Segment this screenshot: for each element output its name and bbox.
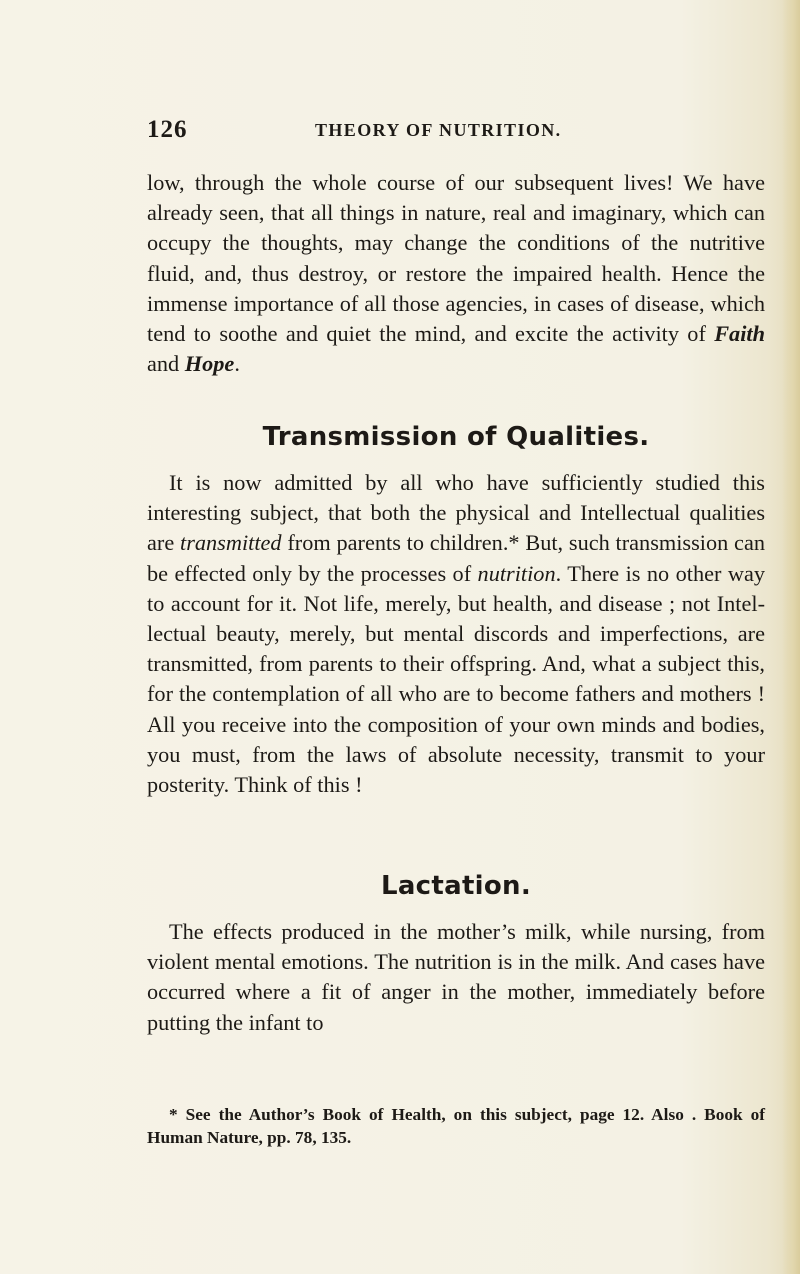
page-edge-shadow — [782, 0, 800, 1274]
intro-text-block — [147, 168, 765, 379]
transmission-text-2: from parents to children.* But, such transmission can be effected only by the processes of — [147, 530, 765, 586]
intro-end: . — [234, 351, 240, 377]
lactation-text-block — [147, 917, 765, 1038]
intro-paragraph — [147, 168, 765, 379]
transmission-text-3: . There is no other way to account for it. Not life, merely, but health, and disease ; not Intellectual beauty, merely, but mental discords and imperfections, are transmitted, from parents to their offspring. And, what a subject this, for the contemplation of all who are to become fathers and mothers ! All you receive into the composition of your own minds and bodies, you must, from the laws of absolute necessity, transmit to your posterity. Think of this ! — [147, 560, 765, 798]
header-title: THEORY OF NUTRITION. — [315, 120, 562, 140]
intro-text: low, through the whole course of our subsequent lives! We have already seen, that all things in nature, real and imaginary, which can occupy the thoughts, may change the conditions of the nutritive fluid, and, thus destroy, or restore the impaired health. Hence the immense importance of all those agencies, in cases of disease, which tend to soothe and quiet the mind, and excite the activity of — [147, 170, 765, 347]
running-header — [147, 116, 767, 146]
transmission-paragraph — [147, 468, 765, 800]
lactation-paragraph: The effects produced in the mother’s milk, while nursing, from violent mental emotions. The nutrition is in the milk. And cases have occurred where a fit of anger in the mother, immediately before putting the infant to — [147, 919, 765, 1035]
intro-and: and — [147, 351, 185, 377]
emphasis-faith: Faith — [714, 321, 765, 347]
footnote: * See the Author’s Book of Health, on this subject, page 12. Also . Book of Human Nature, pp. 78, 135. — [147, 1105, 765, 1147]
emphasis-hope: Hope — [184, 351, 235, 377]
transmission-text-1: It is now admitted by all who have sufficiently studied this interesting subject, that both the physical and Intellectual qualities are — [147, 470, 765, 556]
emphasis-transmitted: transmitted — [180, 530, 282, 556]
page-number: 126 — [147, 116, 188, 143]
heading-lactation: Lactation. — [380, 871, 532, 901]
heading-transmission: Transmission of Qualities. — [262, 422, 650, 452]
transmission-text-block — [147, 468, 765, 800]
emphasis-nutrition: nutrition — [477, 560, 556, 586]
